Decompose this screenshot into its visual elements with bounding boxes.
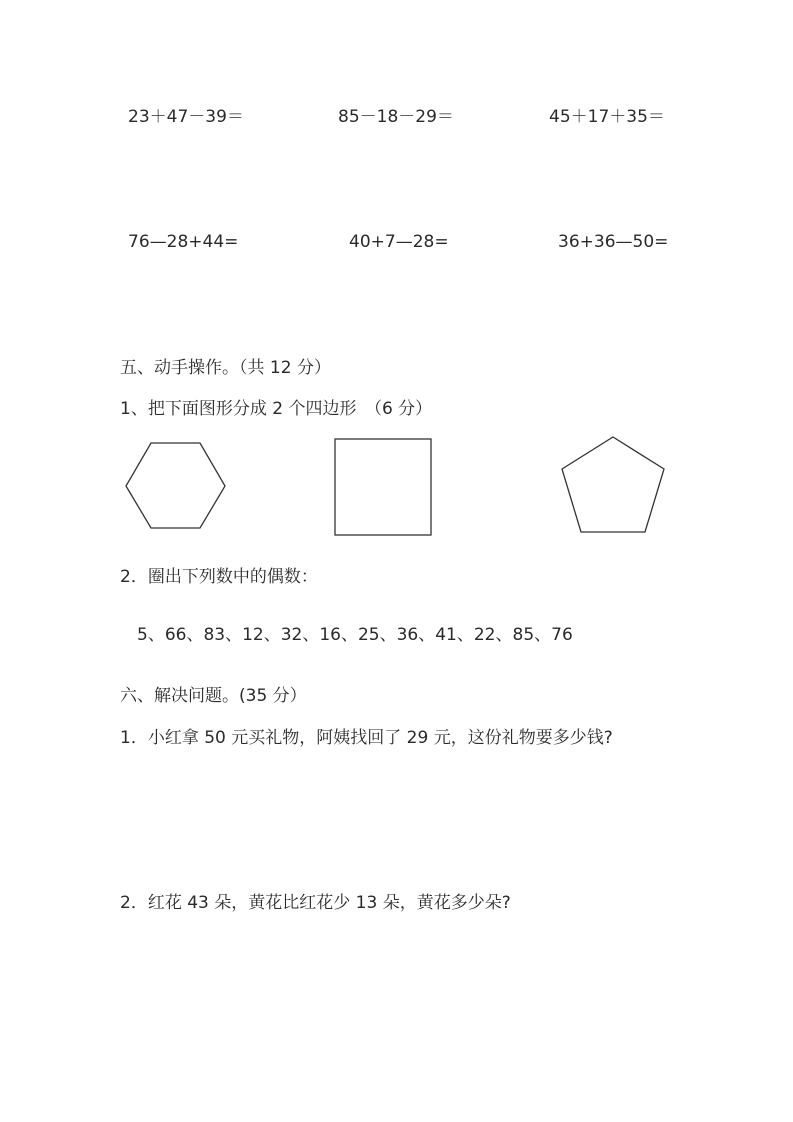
- equation-1: 23＋47－39＝: [128, 107, 244, 127]
- square-outline: [335, 439, 431, 535]
- section5-question2: 2．圈出下列数中的偶数：: [120, 567, 318, 587]
- section6-question2: 2．红花 43 朵，黄花比红花少 13 朵，黄花多少朵?: [120, 893, 511, 913]
- pentagon-shape: [557, 432, 669, 538]
- section5-title: 五、动手操作。（共 12 分）: [120, 358, 331, 378]
- equation-4: 76—28+44=: [128, 232, 239, 252]
- equation-3: 45＋17＋35＝: [549, 107, 665, 127]
- section5-question1: 1、把下面图形分成 2 个四边形 （6 分）: [120, 399, 433, 419]
- equation-2: 85－18－29＝: [338, 107, 454, 127]
- equation-5: 40+7—28=: [349, 232, 449, 252]
- hexagon-shape: [120, 438, 230, 533]
- square-shape: [330, 434, 436, 540]
- section6-question1: 1．小红拿 50 元买礼物，阿姨找回了 29 元，这份礼物要多少钱?: [120, 728, 613, 748]
- section6-title: 六、解决问题。(35 分）: [120, 686, 307, 706]
- number-list: 5、66、83、12、32、16、25、36、41、22、85、76: [137, 625, 573, 645]
- pentagon-outline: [562, 437, 664, 532]
- hexagon-outline: [126, 443, 225, 528]
- equation-6: 36+36—50=: [558, 232, 669, 252]
